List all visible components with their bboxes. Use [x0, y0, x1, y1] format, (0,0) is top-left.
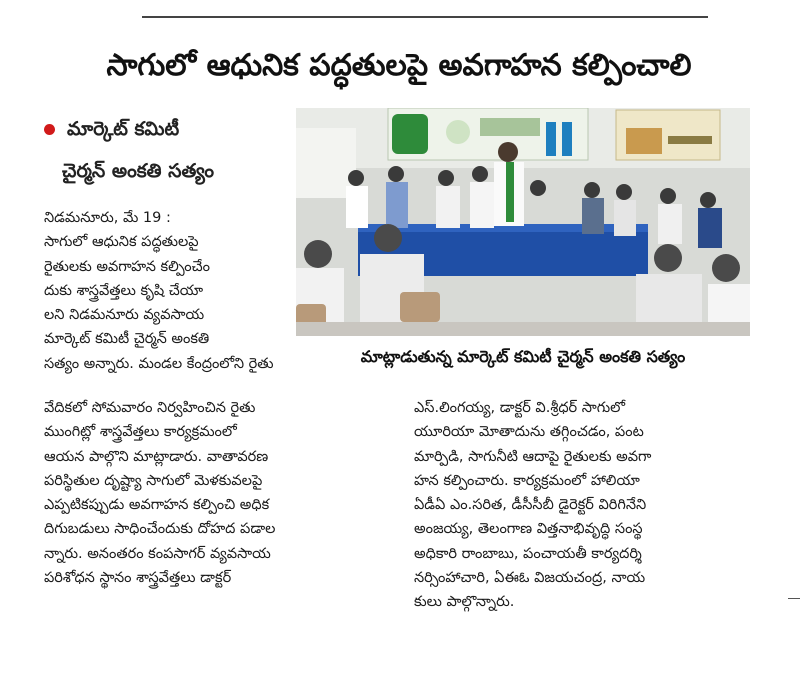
subhead [44, 108, 290, 192]
paragraph-line: ఎప్పటికప్పుడు అవగాహన కల్పించి అధిక [44, 497, 270, 514]
body-column-left-top [44, 206, 290, 376]
paragraph-line: ఎస్.లింగయ్య, డాక్టర్ వి.శ్రీధర్ సాగులో [414, 400, 626, 416]
paragraph-line: మార్కెట్ కమిటీ చైర్మన్ అంకతి [44, 331, 210, 348]
meeting-photo-illustration [296, 108, 750, 336]
paragraph-line: నిడమనూరు, మే 19 : [44, 210, 171, 226]
paragraph-line: న్నారు. అనంతరం కంపసాగర్ వ్యవసాయ [44, 545, 271, 562]
body-column-left-bottom [44, 396, 394, 590]
paragraph-line: యూరియా మోతాదును తగ్గించడం, పంట [414, 424, 644, 441]
paragraph-line: పరిస్థితుల దృష్ట్యా సాగులో మెళకువలపై [44, 472, 263, 489]
red-bullet-icon [44, 124, 55, 135]
paragraph-line: అంజయ్య, తెలంగాణ విత్తనాభివృద్ధి సంస్థ [414, 521, 643, 538]
news-photo [296, 108, 750, 336]
photo-caption: మాట్లాడుతున్న మార్కెట్ కమిటీ చైర్మన్ అంకతి సత్యం [360, 347, 686, 366]
paragraph-line: హన కల్పించారు. కార్యక్రమంలో హాలియా [414, 472, 640, 489]
headline: సాగులో ఆధునిక పద్ధతులపై అవగాహన కల్పించాలి [106, 48, 692, 83]
paragraph-line: సత్యం అన్నారు. మండల కేంద్రంలోని రైతు [44, 355, 274, 372]
paragraph-line: సాగులో ఆధునిక పద్ధతులపై [44, 234, 199, 251]
edge-rule [788, 598, 800, 599]
paragraph-line: నర్సింహాచారి, ఏఈఓ విజయచంద్ర, నాయ [414, 570, 646, 587]
subhead-line-1-text: మార్కెట్ కమిటీ [67, 118, 180, 140]
paragraph-line: రైతులకు అవగాహన కల్పించేం [44, 258, 210, 275]
body-column-right [414, 396, 754, 615]
subhead-line-2: చైర్మన్ అంకతి సత్యం [62, 160, 215, 182]
paragraph-line: వేదికలో సోమవారం నిర్వహించిన రైతు [44, 400, 256, 416]
subhead-line-1 [44, 108, 290, 150]
paragraph-line: దిగుబడులు సాధించేందుకు దోహద పడాల [44, 521, 276, 538]
paragraph-line: లని నిడమనూరు వ్యవసాయ [44, 307, 205, 324]
paragraph-line: అధికారి రాంబాబు, పంచాయతీ కార్యదర్శి [414, 545, 642, 562]
paragraph-line: ఆయన పాల్గొని మాట్లాడారు. వాతావరణ [44, 448, 269, 465]
paragraph-line: మార్పిడి, సాగునీటి ఆదాపై రైతులకు అవగా [414, 448, 652, 465]
paragraph-line: పరిశోధన స్థానం శాస్త్రవేత్తలు డాక్టర్ [44, 570, 232, 587]
paragraph-line: ఏడీఏ ఎం.సరిత, డీసీసీబీ డైరెక్టర్ విరిగినేని [414, 497, 647, 514]
top-rule [142, 16, 708, 18]
paragraph-line: కులు పాల్గొన్నారు. [414, 594, 515, 611]
paragraph-line: దుకు శాస్త్రవేత్తలు కృషి చేయా [44, 282, 204, 299]
paragraph-line: ముంగిట్లో శాస్త్రవేత్తలు కార్యక్రమంలో [44, 424, 237, 441]
